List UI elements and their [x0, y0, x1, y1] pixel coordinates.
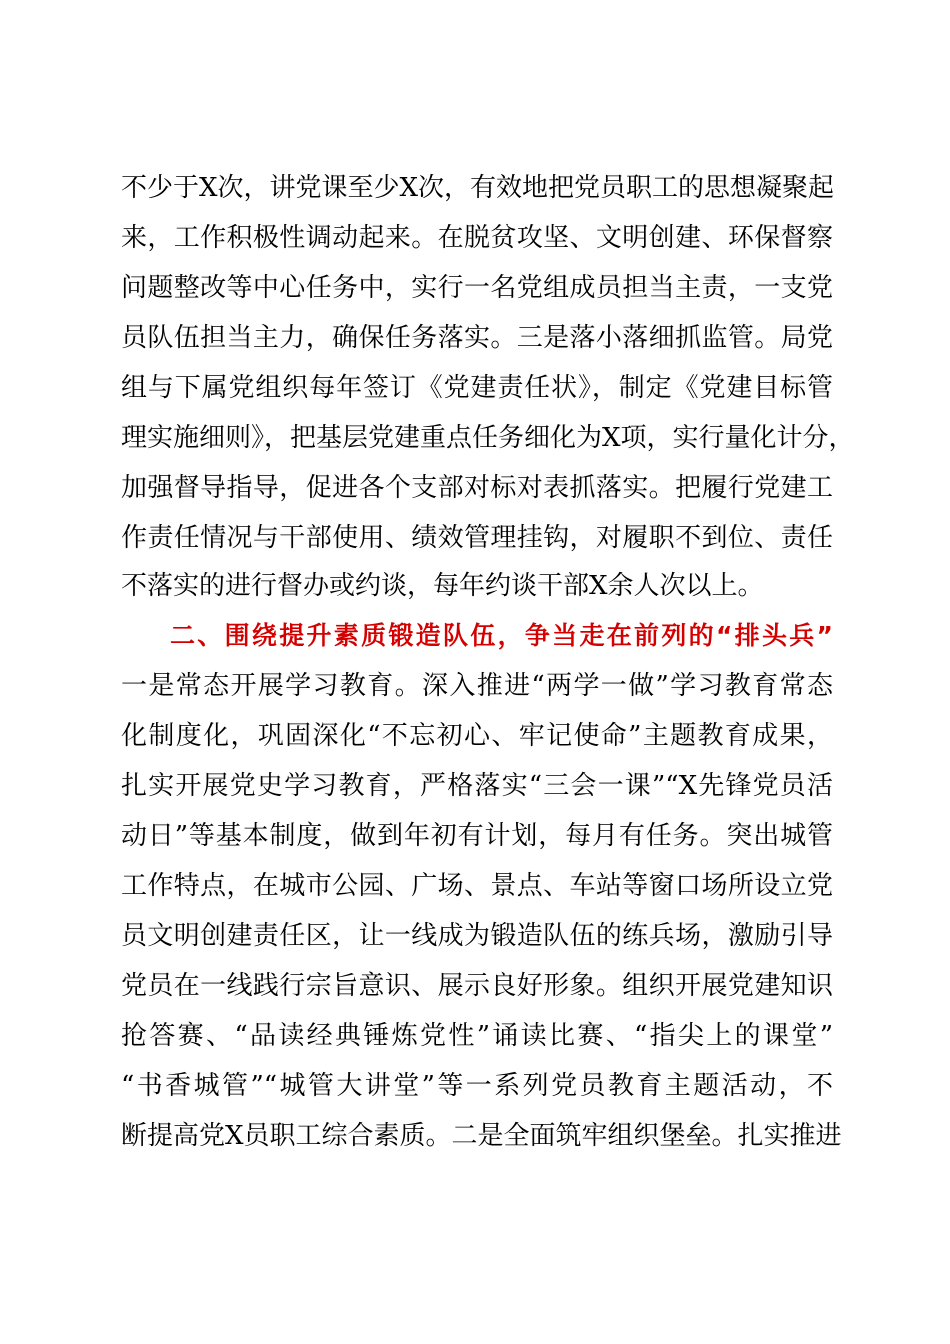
paragraph-1-line-9: 不落实的进行督办或约谈，每年约谈干部X余人次以上。 [121, 571, 764, 601]
paragraph-2-line-2: 化制度化，巩固深化“不忘初心、牢记使命”主题教育成果， [121, 721, 833, 751]
paragraph-2-line-6: 员文明创建责任区，让一线成为锻造队伍的练兵场，激励引导 [121, 921, 833, 951]
paragraph-2-line-1: 一是常态开展学习教育。深入推进“两学一做”学习教育常态 [121, 671, 833, 701]
paragraph-1-line-1: 不少于X次，讲党课至少X次，有效地把党员职工的思想凝聚起 [121, 173, 835, 203]
paragraph-1-line-8: 作责任情况与干部使用、绩效管理挂钩，对履职不到位、责任 [121, 523, 833, 553]
paragraph-1-line-7: 加强督导指导，促进各个支部对标对表抓落实。把履行党建工 [121, 473, 833, 503]
paragraph-1-line-4: 员队伍担当主力，确保任务落实。三是落小落细抓监管。局党 [121, 323, 833, 353]
paragraph-2-line-7: 党员在一线践行宗旨意识、展示良好形象。组织开展党建知识 [121, 971, 833, 1001]
paragraph-1-line-6: 理实施细则》，把基层党建重点任务细化为X项，实行量化计分， [121, 423, 855, 453]
paragraph-2-line-9: “书香城管”“城管大讲堂”等一系列党员教育主题活动，不 [121, 1071, 833, 1101]
paragraph-1-line-2: 来，工作积极性调动起来。在脱贫攻坚、文明创建、环保督察 [121, 223, 833, 253]
paragraph-1-line-5: 组与下属党组织每年签订《党建责任状》，制定《党建目标管 [121, 373, 833, 403]
section-heading: 二、围绕提升素质锻造队伍，争当走在前列的“排头兵” [170, 621, 833, 650]
paragraph-2-line-8: 抢答赛、“品读经典锤炼党性”诵读比赛、“指尖上的课堂” [121, 1021, 833, 1051]
paragraph-2-line-10: 断提高党X员职工综合素质。二是全面筑牢组织堡垒。扎实推进 [121, 1121, 842, 1151]
paragraph-1-line-3: 问题整改等中心任务中，实行一名党组成员担当主责，一支党 [121, 273, 833, 303]
paragraph-2-line-5: 工作特点，在城市公园、广场、景点、车站等窗口场所设立党 [121, 871, 833, 901]
paragraph-2-line-4: 动日”等基本制度，做到年初有计划，每月有任务。突出城管 [121, 821, 833, 851]
paragraph-2-line-3: 扎实开展党史学习教育，严格落实“三会一课”“X先锋党员活 [121, 771, 833, 801]
